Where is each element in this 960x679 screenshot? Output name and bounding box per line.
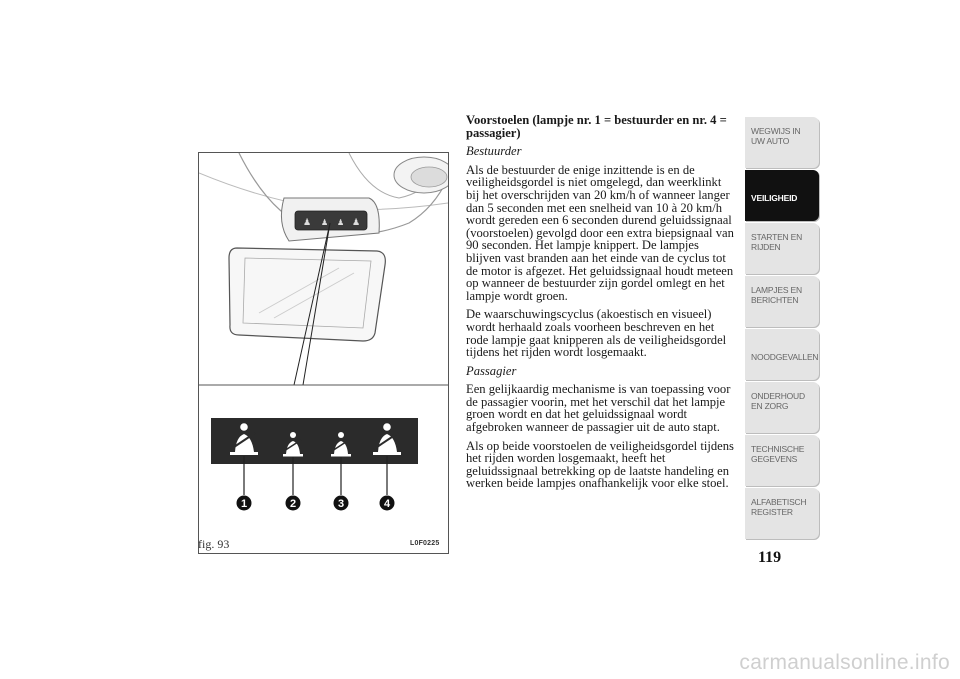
tab-label: STARTEN EN RIJDEN	[751, 232, 803, 252]
seatbelt-illustration	[199, 153, 448, 553]
callout-1: 1	[240, 498, 248, 510]
tab-label: ALFABETISCH REGISTER	[751, 497, 807, 517]
tab-lampjes[interactable]	[745, 276, 819, 327]
svg-text:♟: ♟	[303, 218, 312, 228]
tab-register[interactable]	[745, 488, 819, 539]
tab-label: WEGWIJS IN UW AUTO	[751, 126, 801, 146]
callout-4: 4	[383, 498, 391, 510]
paragraph-4: Als op beide voorstoelen de veiligheidsgordel tijdens het rijden worden losgemaakt, heeft het geluidssignaal betrekking op de laatste handeling en werken beide lampjes onafhankelijk voor elke stoel.	[466, 438, 734, 491]
tab-technische[interactable]	[745, 435, 819, 486]
figure-caption: fig. 93	[198, 537, 230, 551]
subheading-driver: Bestuurder	[466, 144, 522, 159]
section-heading: Voorstoelen (lampje nr. 1 = bestuurder en nr. 4 = passagier)	[466, 113, 727, 140]
tab-label: VEILIGHEID	[751, 193, 798, 203]
tab-label: ONDERHOUD EN ZORG	[751, 391, 805, 411]
figure-code: L0F0225	[410, 540, 440, 547]
chapter-tabs	[745, 117, 819, 541]
page-number: 119	[758, 549, 782, 566]
callout-3: 3	[337, 498, 345, 510]
tab-label: LAMPJES EN BERICHTEN	[751, 285, 802, 305]
tab-label: NOODGEVALLEN	[751, 352, 819, 362]
tab-wegwijs[interactable]	[745, 117, 819, 168]
body-text	[466, 114, 734, 496]
paragraph-3: Een gelijkaardig mechanisme is van toepassing voor de passagier voorin, met het verschil dat het lampje groen wordt en dat het geluidssignaal wordt afgebroken wanneer de passagier uit de auto stapt.	[466, 382, 731, 435]
footer-watermark: carmanualsonline.info	[739, 651, 950, 674]
paragraph-2: De waarschuwingscyclus (akoestisch en visueel) wordt herhaald zoals voorheen beschreven en het rode lampje gaat knipperen als de veiligheidsgordel tijdens het rijden wordt losgemaakt.	[466, 307, 727, 360]
svg-text:♟: ♟	[352, 218, 361, 228]
svg-text:♟: ♟	[337, 218, 345, 227]
tab-noodgevallen[interactable]	[745, 329, 819, 380]
subheading-passenger: Passagier	[466, 363, 517, 378]
svg-text:♟: ♟	[321, 218, 329, 227]
figure-seatbelt-indicators	[198, 152, 449, 554]
tab-onderhoud[interactable]	[745, 382, 819, 433]
tab-label: TECHNISCHE GEGEVENS	[751, 444, 805, 464]
tab-starten[interactable]	[745, 223, 819, 274]
callout-2: 2	[289, 498, 297, 510]
paragraph-1: Als de bestuurder de enige inzittende is en de veiligheidsgordel is niet omgelegd, dan weerklinkt bij het overschrijden van 20 km/h of wanneer langer dan 5 seconden met een snelheid van 10 à 20 km/h wordt gereden een 6 seconden durend geluidssignaal (voorstoelen) gevolgd door een extra biepsignaal van 90 seconden. Het lampje knippert. De lampjes blijven vast branden aan het einde van de cyclus tot de motor is afgezet. Het geluidssignaal houdt meteen op wanneer de bestuurder zijn gordel omlegt en het lampje wordt groen.	[466, 162, 734, 303]
tab-veiligheid[interactable]	[745, 170, 819, 221]
